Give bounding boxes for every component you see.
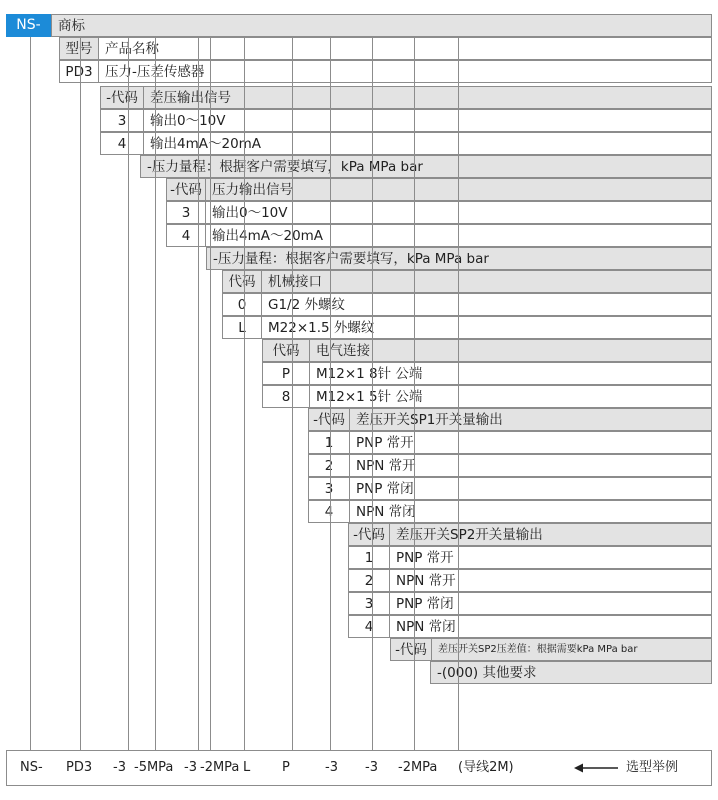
example-item: -2MPa xyxy=(200,760,240,775)
level-7-row-1-code: 2 xyxy=(348,569,390,592)
level-6-row-0-desc: PNP 常开 xyxy=(349,431,712,454)
level-4-code-header: 代码 xyxy=(222,270,262,293)
level-6-code-header: -代码 xyxy=(308,408,350,431)
model-name: 压力-压差传感器 xyxy=(98,60,712,83)
level-2-row-1-desc: 输出4mA～20mA xyxy=(205,224,712,247)
example-item: L xyxy=(243,760,251,775)
connector-line xyxy=(330,37,331,750)
level-0-header: 差压输出信号 xyxy=(143,86,712,109)
connector-line xyxy=(292,37,293,750)
model-code-header: 型号 xyxy=(59,37,99,60)
connector-line xyxy=(244,37,245,750)
arrow-left-icon xyxy=(574,762,618,774)
level-6-header: 差压开关SP1开关量输出 xyxy=(349,408,712,431)
level-0-row-0-code: 3 xyxy=(100,109,144,132)
level-2-header: 压力输出信号 xyxy=(205,178,712,201)
level-7-row-2-desc: PNP 常闭 xyxy=(389,592,712,615)
level-0-row-1-code: 4 xyxy=(100,132,144,155)
level-4-row-1-code: L xyxy=(222,316,262,339)
level-2-row-0-desc: 输出0～10V xyxy=(205,201,712,224)
level-6-row-3-desc: NPN 常闭 xyxy=(349,500,712,523)
example-item: (导线2M) xyxy=(458,760,514,775)
example-item: -3 xyxy=(113,760,126,775)
level-8-header: 差压开关SP2压差值：根据需要kPa MPa bar xyxy=(431,638,712,661)
level-5-row-1-desc: M12×1 5针 公端 xyxy=(309,385,712,408)
example-item: P xyxy=(282,760,290,775)
level-5-row-0-code: P xyxy=(262,362,310,385)
level-7-row-0-desc: PNP 常开 xyxy=(389,546,712,569)
level-7-row-1-desc: NPN 常开 xyxy=(389,569,712,592)
level-7-header: 差压开关SP2开关量输出 xyxy=(389,523,712,546)
level-7-row-3-desc: NPN 常闭 xyxy=(389,615,712,638)
example-item: NS- xyxy=(20,760,43,775)
level-2-code-header: -代码 xyxy=(166,178,206,201)
level-2-row-1-code: 4 xyxy=(166,224,206,247)
level-6-row-0-code: 1 xyxy=(308,431,350,454)
level-6-row-1-desc: NPN 常开 xyxy=(349,454,712,477)
example-item: -3 xyxy=(325,760,338,775)
connector-line xyxy=(414,37,415,750)
example-item: PD3 xyxy=(66,760,93,775)
level-1-header: -压力量程：根据客户需要填写，kPa MPa bar xyxy=(140,155,712,178)
model-name-header: 产品名称 xyxy=(98,37,712,60)
level-2-row-0-code: 3 xyxy=(166,201,206,224)
level-7-code-header: -代码 xyxy=(348,523,390,546)
example-item: -5MPa xyxy=(134,760,174,775)
level-4-row-0-desc: G1/2 外螺纹 xyxy=(261,293,712,316)
level-6-row-2-code: 3 xyxy=(308,477,350,500)
connector-line xyxy=(210,37,211,750)
level-8-code-header: -代码 xyxy=(390,638,432,661)
level-6-row-3-code: 4 xyxy=(308,500,350,523)
level-5-header: 电气连接 xyxy=(309,339,712,362)
prefix-badge: NS- xyxy=(6,14,51,37)
level-6-row-2-desc: PNP 常闭 xyxy=(349,477,712,500)
level-3-header: -压力量程：根据客户需要填写，kPa MPa bar xyxy=(206,247,712,270)
connector-line xyxy=(372,37,373,750)
level-9-header: -(000) 其他要求 xyxy=(430,661,712,684)
connector-line xyxy=(80,37,81,750)
example-item: -3 xyxy=(365,760,378,775)
level-7-row-2-code: 3 xyxy=(348,592,390,615)
connector-line xyxy=(30,37,31,750)
example-label: 选型举例 xyxy=(626,760,679,775)
level-6-row-1-code: 2 xyxy=(308,454,350,477)
level-4-row-0-code: 0 xyxy=(222,293,262,316)
connector-line xyxy=(198,37,199,750)
brand-label: 商标 xyxy=(51,14,712,37)
example-item: -3 xyxy=(184,760,197,775)
model-code: PD3 xyxy=(59,60,99,83)
level-4-header: 机械接口 xyxy=(261,270,712,293)
example-item: -2MPa xyxy=(398,760,438,775)
level-5-row-1-code: 8 xyxy=(262,385,310,408)
level-4-row-1-desc: M22×1.5 外螺纹 xyxy=(261,316,712,339)
level-0-code-header: -代码 xyxy=(100,86,144,109)
level-7-row-3-code: 4 xyxy=(348,615,390,638)
level-7-row-0-code: 1 xyxy=(348,546,390,569)
connector-line xyxy=(458,37,459,750)
connector-line xyxy=(155,37,156,750)
level-5-row-0-desc: M12×1 8针 公端 xyxy=(309,362,712,385)
level-0-row-0-desc: 输出0～10V xyxy=(143,109,712,132)
connector-line xyxy=(128,37,129,750)
level-0-row-1-desc: 输出4mA～20mA xyxy=(143,132,712,155)
level-5-code-header: 代码 xyxy=(262,339,310,362)
